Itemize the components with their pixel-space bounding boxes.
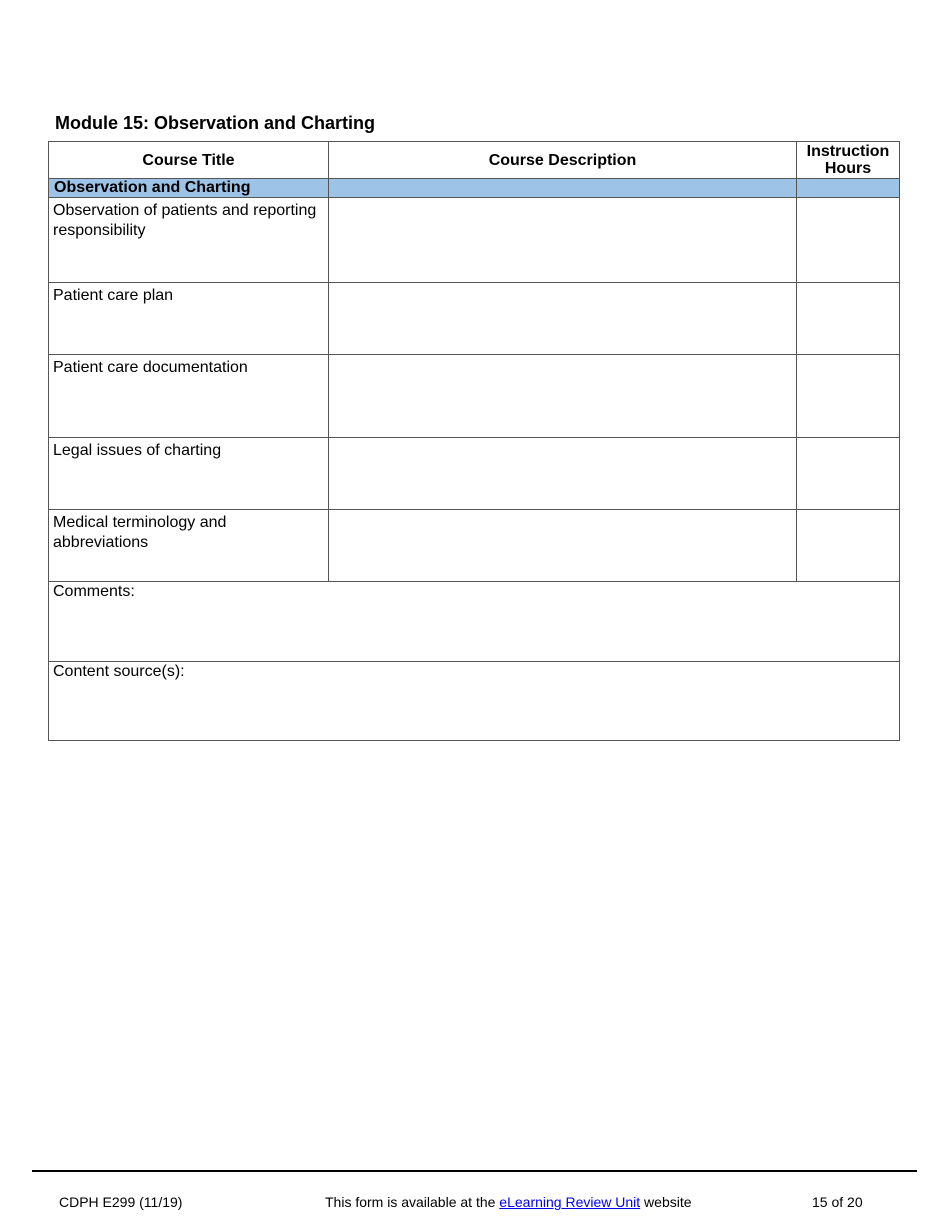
- header-course-title: Course Title: [49, 142, 329, 179]
- course-table: [48, 141, 900, 741]
- comments-field[interactable]: [49, 582, 900, 662]
- content-sources-row: [49, 662, 900, 741]
- course-description-cell[interactable]: [329, 438, 797, 510]
- table-row: [49, 198, 900, 283]
- content-sources-label: Content source(s):: [53, 663, 185, 680]
- course-description-cell[interactable]: [329, 510, 797, 582]
- instruction-hours-cell[interactable]: [797, 510, 900, 582]
- module-title: Module 15: Observation and Charting: [55, 113, 376, 133]
- course-description-cell[interactable]: [329, 283, 797, 355]
- section-hours-cell: [797, 179, 900, 198]
- section-row: [49, 179, 900, 198]
- course-description-cell[interactable]: [329, 198, 797, 283]
- instruction-hours-cell[interactable]: [797, 283, 900, 355]
- header-course-description: Course Description: [329, 142, 797, 179]
- section-description-cell: [329, 179, 797, 198]
- header-instruction-hours: Instruction Hours: [797, 142, 900, 179]
- content-sources-field[interactable]: [49, 662, 900, 741]
- form-id: CDPH E299 (11/19): [59, 1194, 183, 1210]
- section-label: Observation and Charting: [49, 179, 329, 198]
- availability-prefix: This form is available at the: [325, 1194, 500, 1210]
- table-row: [49, 283, 900, 355]
- footer-divider: [32, 1170, 917, 1172]
- comments-row: [49, 582, 900, 662]
- table-row: [49, 438, 900, 510]
- course-title-cell: Patient care documentation: [49, 355, 329, 438]
- course-title-cell: Patient care plan: [49, 283, 329, 355]
- page-number: 15 of 20: [812, 1194, 863, 1210]
- elearning-review-unit-link[interactable]: eLearning Review Unit: [499, 1194, 641, 1210]
- instruction-hours-cell[interactable]: [797, 198, 900, 283]
- course-title-cell: Legal issues of charting: [49, 438, 329, 510]
- instruction-hours-cell[interactable]: [797, 438, 900, 510]
- availability-note: [325, 1194, 692, 1210]
- comments-label: Comments:: [53, 583, 135, 600]
- course-title-cell: Observation of patients and reporting responsibility: [49, 198, 329, 283]
- instruction-hours-cell[interactable]: [797, 355, 900, 438]
- table-row: [49, 355, 900, 438]
- table-row: [49, 510, 900, 582]
- course-description-cell[interactable]: [329, 355, 797, 438]
- availability-suffix: website: [640, 1194, 692, 1210]
- course-title-cell: Medical terminology and abbreviations: [49, 510, 329, 582]
- table-header-row: [49, 142, 900, 179]
